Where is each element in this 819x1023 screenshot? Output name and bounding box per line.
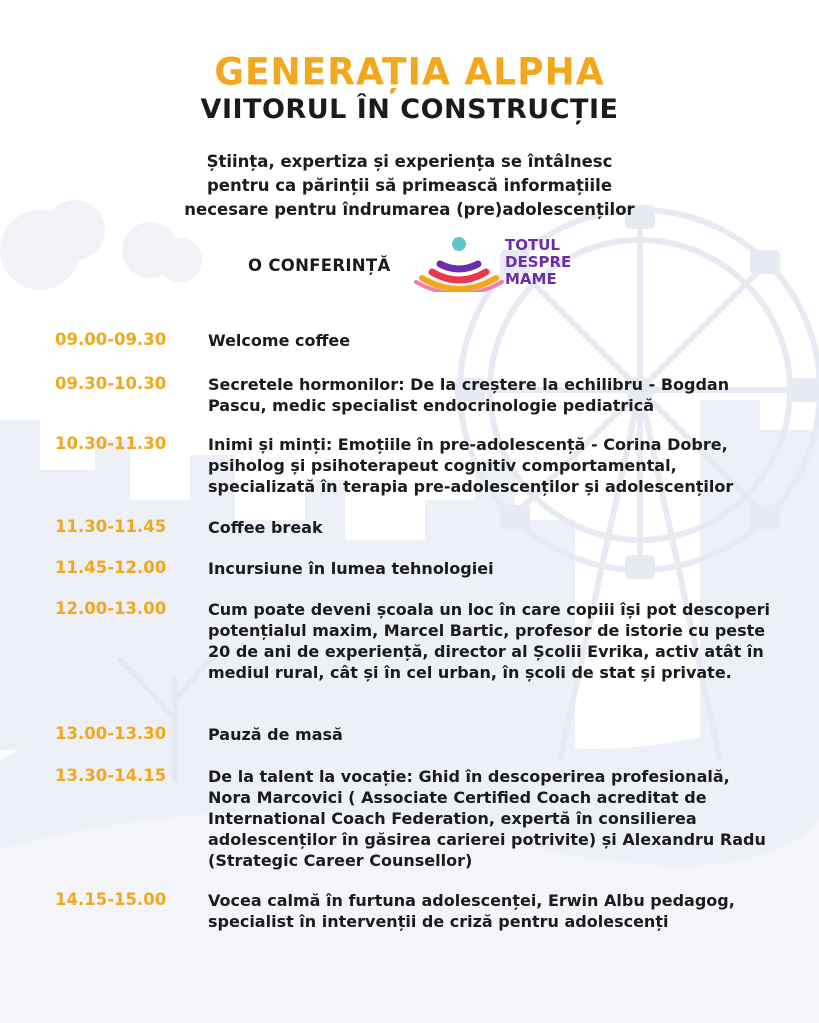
- agenda-time: 11.45-12.00: [55, 558, 167, 577]
- description-line: pentru ca părinții să primească informațiile: [206, 176, 613, 195]
- organizer-label: O CONFERINȚĂ: [248, 256, 391, 275]
- brand-line: TOTUL: [505, 236, 560, 254]
- agenda-time: 12.00-13.00: [55, 599, 167, 618]
- agenda-time: 10.30-11.30: [55, 434, 167, 453]
- agenda-description: Welcome coffee: [208, 331, 351, 350]
- event-title: GENERAȚIA ALPHA: [214, 50, 605, 95]
- agenda-description: Coffee break: [208, 518, 323, 537]
- agenda-description: Cum poate deveni școala un loc în care copiii își pot descoperi potențialul maxim, Marcel Bartic, profesor de istorie cu peste 20 de ani de experiență, director al Școlii Evrika, activ atât în mediul rural, cât și în cel urban, în școli de stat și private.: [208, 600, 770, 682]
- event-subtitle-title: VIITORUL ÎN CONSTRUCȚIE: [200, 94, 619, 125]
- agenda-description: Vocea calmă în furtuna adolescenței, Erwin Albu pedagog, specialist în intervenții de criză pentru adolescenți: [208, 891, 735, 931]
- brand-name: [505, 237, 571, 288]
- agenda-description: Inimi și minți: Emoțiile în pre-adolescență - Corina Dobre, psiholog și psihoterapeut cognitiv comportamental, specializată în terapia pre-adolescenților și adolescenților: [208, 435, 734, 496]
- description-line: necesare pentru îndrumarea (pre)adolescenților: [184, 200, 635, 219]
- agenda-description: De la talent la vocație: Ghid în descoperirea profesională, Nora Marcovici ( Associate Certified Coach acreditat de International Coach Federation, expertă în consilierea adolescenților în găsirea carierei potrivite) și Alexandru Radu (Strategic Career Counsellor): [208, 767, 766, 870]
- agenda-description: Incursiune în lumea tehnologiei: [208, 559, 494, 578]
- description-line: Știința, expertiza și experiența se întâlnesc: [206, 152, 613, 171]
- event-description: [0, 150, 819, 222]
- agenda-time: 09.30-10.30: [55, 374, 167, 393]
- brand-line: MAME: [505, 270, 557, 288]
- agenda-time: 11.30-11.45: [55, 517, 167, 536]
- agenda-description: Pauză de masă: [208, 725, 343, 744]
- brand-line: DESPRE: [505, 253, 572, 271]
- agenda-time: 13.00-13.30: [55, 724, 167, 743]
- agenda-time: 14.15-15.00: [55, 890, 167, 909]
- agenda-time: 13.30-14.15: [55, 766, 167, 785]
- agenda-description: Secretele hormonilor: De la creștere la echilibru - Bogdan Pascu, medic specialist endocrinologie pediatrică: [208, 375, 730, 415]
- totul-despre-mame-logo-icon: [414, 234, 504, 292]
- agenda-time: 09.00-09.30: [55, 330, 167, 349]
